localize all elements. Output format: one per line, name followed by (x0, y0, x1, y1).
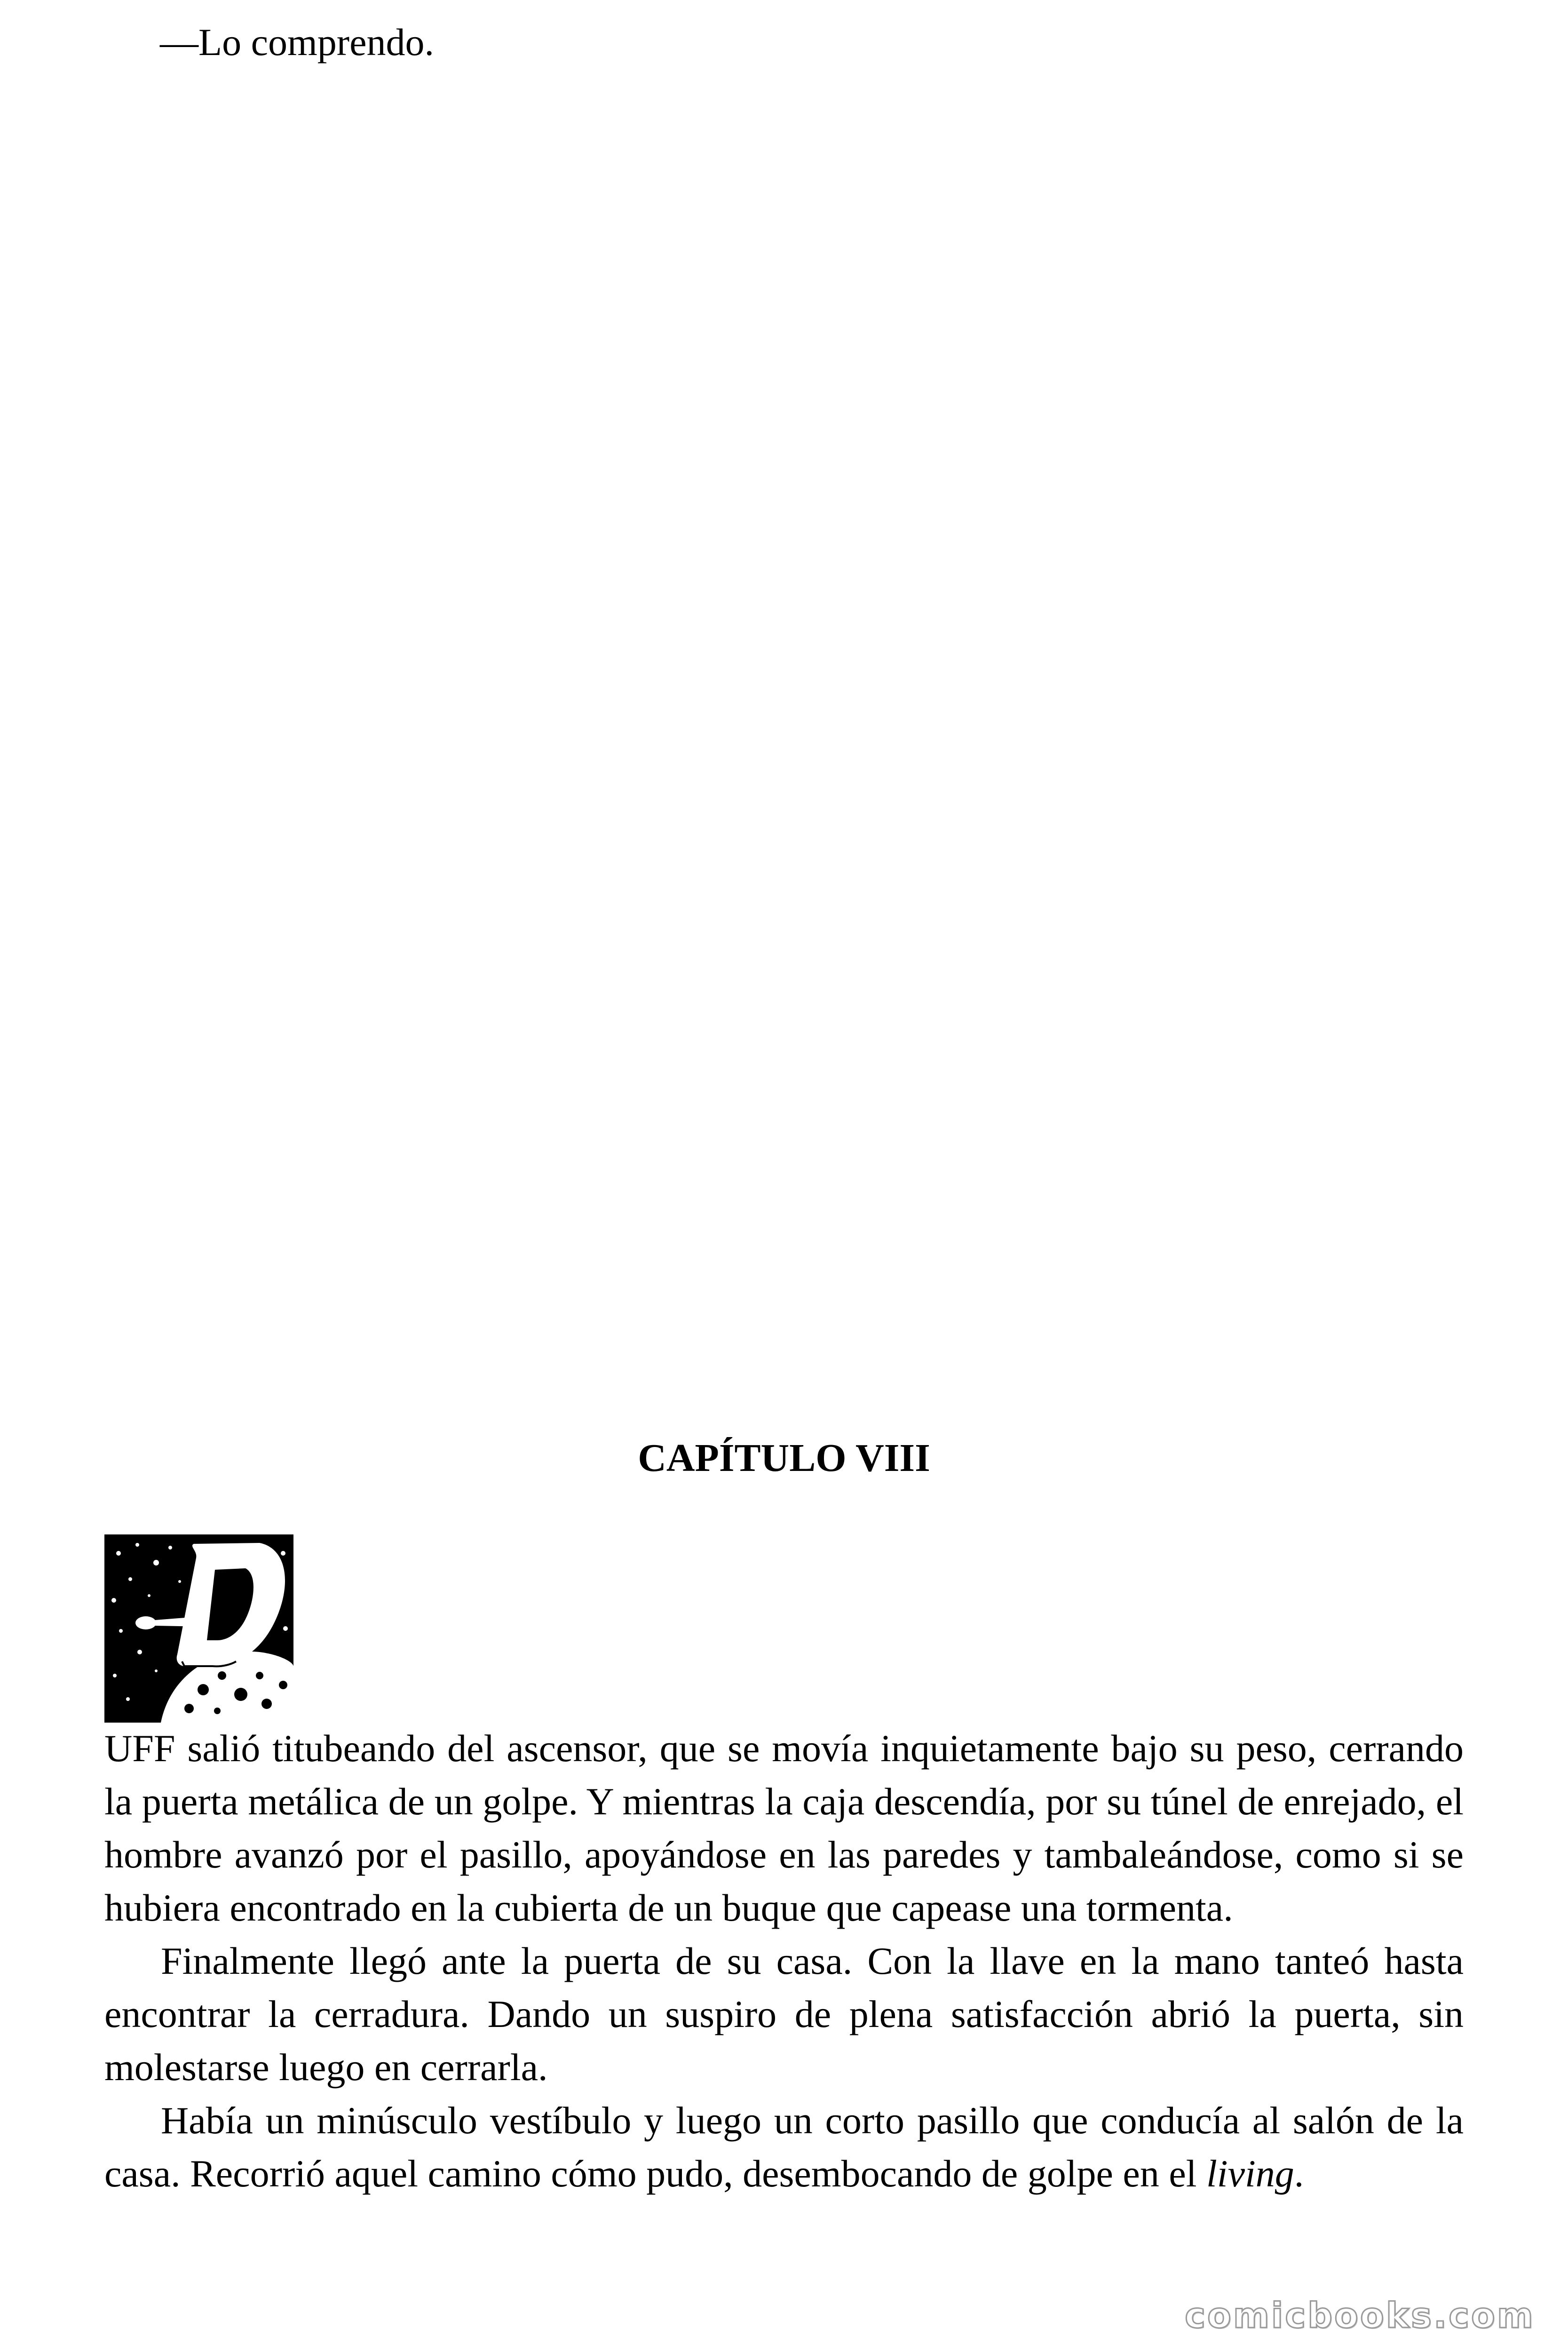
italic-word: living (1206, 2152, 1294, 2195)
paragraph-text: UFF salió titubeando del ascensor, que se movía inquietamente bajo su peso, cerrando la puerta metálica de un golpe. Y mientras la caja descendía, por su túnel de enrejado, el hombre avanzó por el pasillo, apoyándose en las paredes y tambaleándose, como si se hubiera encontrado en la cubierta de un buque que capease una tormenta. (104, 1727, 1464, 1929)
paragraph (104, 1934, 1464, 2094)
chapter-title: CAPÍTULO VIII (638, 1436, 930, 1480)
watermark: comicbooks.com (1185, 2296, 1535, 2336)
paragraph-text: . (1294, 2152, 1304, 2195)
paragraph-text: Finalmente llegó ante la puerta de su casa. Con la llave en la mano tanteó hasta encontrar la cerradura. Dando un suspiro de plena satisfacción abrió la puerta, sin molestarse luego en cerrarla. (104, 1939, 1464, 2089)
drop-cap-illustration (104, 1534, 293, 1723)
paragraph-text: Había un minúsculo vestíbulo y luego un corto pasillo que conducía al salón de la casa. Recorrió aquel camino cómo pudo, desembocando de golpe en el (104, 2099, 1464, 2195)
paragraph (104, 2094, 1464, 2200)
space-letter-d-icon (104, 1534, 293, 1723)
previous-dialogue: —Lo comprendo. (160, 21, 434, 64)
paragraph (104, 1722, 1464, 1934)
chapter-body (104, 1722, 1464, 2200)
